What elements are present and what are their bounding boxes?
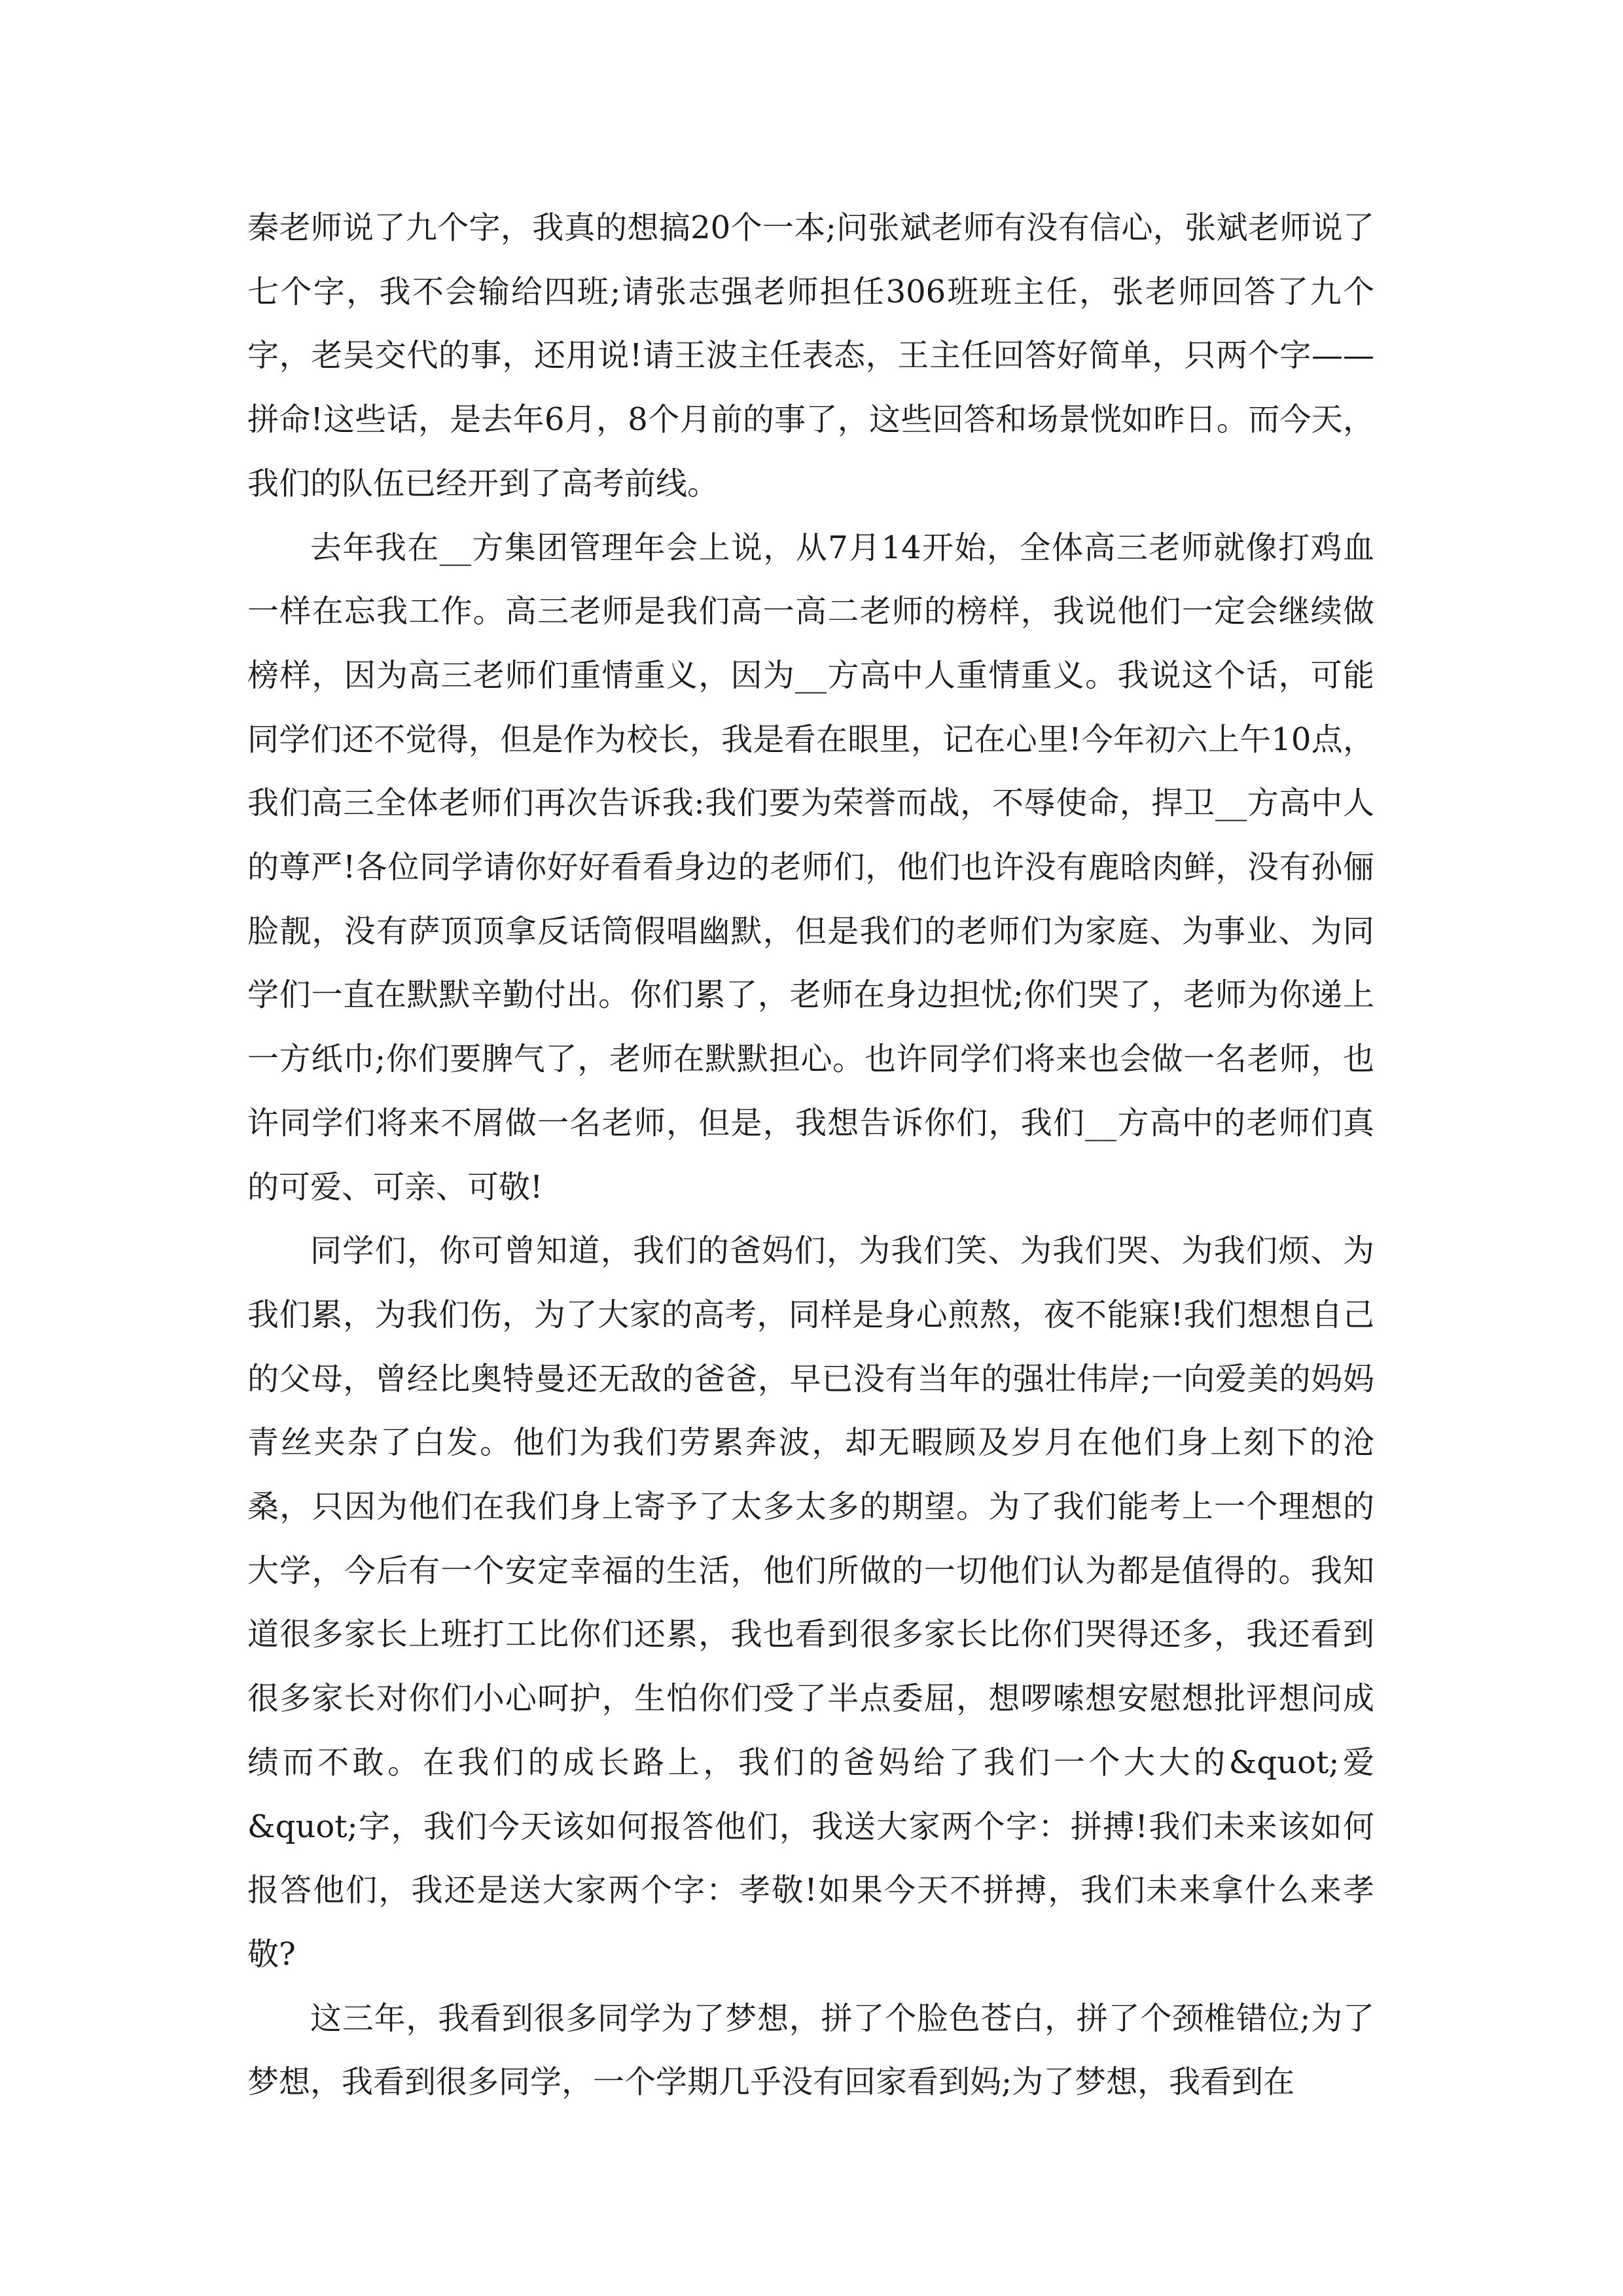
document-body	[247, 196, 1374, 2115]
paragraph-4: 这三年，我看到很多同学为了梦想，拼了个脸色苍白，拼了个颈椎错位;为了梦想，我看到很多同学，一个学期几乎没有回家看到妈;为了梦想，我看到在	[247, 2000, 1374, 2101]
paragraph-2: 去年我在__方集团管理年会上说，从7月14开始，全体高三老师就像打鸡血一样在忘我工作。高三老师是我们高一高二老师的榜样，我说他们一定会继续做榜样，因为高三老师们重情重义，因为__方高中人重情重义。我说这个话，可能同学们还不觉得，但是作为校长，我是看在眼里，记在心里!今年初六上午10点，我们高三全体老师们再次告诉我:我们要为荣誉而战，不辱使命，捍卫__方高中人的尊严!各位同学请你好好看看身边的老师们，他们也许没有鹿晗肉鲜，没有孙俪脸靓，没有萨顶顶拿反话筒假唱幽默，但是我们的老师们为家庭、为事业、为同学们一直在默默辛勤付出。你们累了，老师在身边担忧;你们哭了，老师为你递上一方纸巾;你们要脾气了，老师在默默担心。也许同学们将来也会做一名老师，也许同学们将来不屑做一名老师，但是，我想告诉你们，我们__方高中的老师们真的可爱、可亲、可敬!	[247, 529, 1374, 1206]
paragraph-3: 同学们，你可曾知道，我们的爸妈们，为我们笑、为我们哭、为我们烦、为我们累，为我们伤，为了大家的高考，同样是身心煎熬，夜不能寐!我们想想自己的父母，曾经比奥特曼还无敌的爸爸，早已没有当年的强壮伟岸;一向爱美的妈妈青丝夹杂了白发。他们为我们劳累奔波，却无暇顾及岁月在他们身上刻下的沧桑，只因为他们在我们身上寄予了太多太多的期望。为了我们能考上一个理想的大学，今后有一个安定幸福的生活，他们所做的一切他们认为都是值得的。我知道很多家长上班打工比你们还累，我也看到很多家长比你们哭得还多，我还看到很多家长对你们小心呵护，生怕你们受了半点委屈，想啰嗦想安慰想批评想问成绩而不敢。在我们的成长路上，我们的爸妈给了我们一个大大的&quot;爱&quot;字，我们今天该如何报答他们，我送大家两个字：拼搏!我们未来该如何报答他们，我还是送大家两个字：孝敬!如果今天不拼搏，我们未来拿什么来孝敬?	[247, 1232, 1374, 1973]
paragraph-1: 秦老师说了九个字，我真的想搞20个一本;问张斌老师有没有信心，张斌老师说了七个字，我不会输给四班;请张志强老师担任306班班主任，张老师回答了九个字，老吴交代的事，还用说!请王波主任表态，王主任回答好简单，只两个字——拼命!这些话，是去年6月，8个月前的事了，这些回答和场景恍如昨日。而今天，我们的队伍已经开到了高考前线。	[247, 209, 1374, 502]
